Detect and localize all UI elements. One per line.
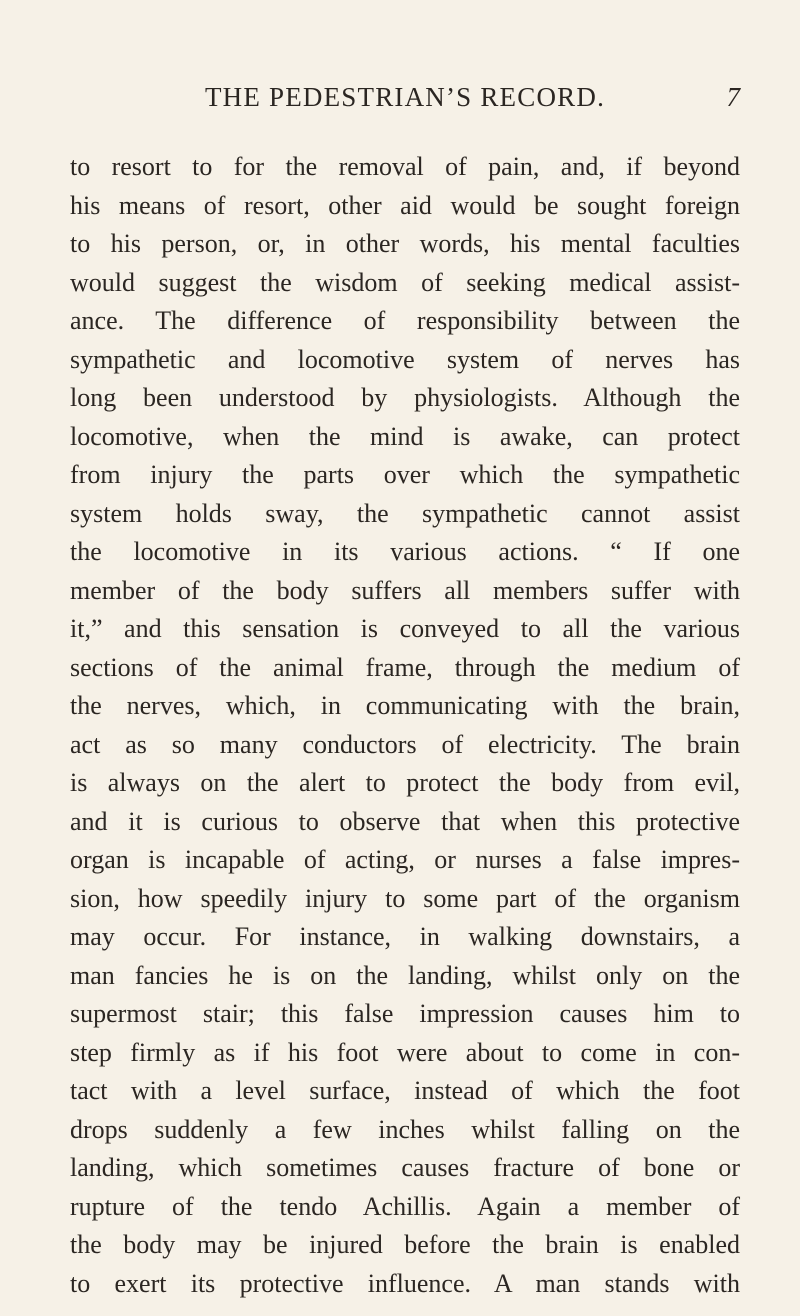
text-line: step firmly as if his foot were about to come in con-	[70, 1037, 740, 1067]
text-line: to resort to for the removal of pain, and, if beyond	[70, 152, 740, 181]
text-line: drops suddenly a few inches whilst falling on the	[70, 1114, 740, 1144]
text-line: supermost stair; this false impression causes him to	[70, 999, 740, 1028]
text-line: sections of the animal frame, through the medium of	[70, 652, 740, 682]
text-line: would suggest the wisdom of seeking medical assist-	[70, 267, 740, 297]
text-line: from injury the parts over which the sympathetic	[70, 460, 740, 489]
text-line: to exert its protective influence. A man stands with	[70, 1268, 740, 1298]
text-line: sion, how speedily injury to some part of the organism	[70, 883, 740, 913]
running-title: THE PEDESTRIAN’S RECORD.	[204, 82, 606, 112]
text-line: the nerves, which, in communicating with the brain,	[70, 691, 740, 720]
text-line: act as so many conductors of electricity. The brain	[70, 729, 740, 759]
text-line: tact with a level surface, instead of which the foot	[70, 1076, 740, 1105]
text-line: it,” and this sensation is conveyed to all the various	[70, 614, 740, 643]
page-number: 7	[726, 82, 740, 112]
text-line: sympathetic and locomotive system of nerves has	[70, 344, 740, 374]
text-line: rupture of the tendo Achillis. Again a member of	[70, 1191, 740, 1221]
text-line: member of the body suffers all members suffer with	[70, 575, 740, 605]
text-line: locomotive, when the mind is awake, can protect	[70, 421, 740, 451]
text-line: organ is incapable of acting, or nurses a false impres-	[70, 845, 740, 874]
text-line: landing, which sometimes causes fracture of bone or	[70, 1153, 740, 1182]
text-line: his means of resort, other aid would be sought foreign	[70, 190, 740, 220]
text-line: is always on the alert to protect the body from evil,	[70, 768, 740, 797]
text-line: may occur. For instance, in walking downstairs, a	[70, 922, 740, 951]
text-line: and it is curious to observe that when this protective	[70, 806, 740, 836]
body-text	[70, 148, 740, 1303]
text-line: the body may be injured before the brain is enabled	[70, 1230, 740, 1259]
running-head	[70, 82, 740, 122]
text-line: man fancies he is on the landing, whilst only on the	[70, 960, 740, 990]
text-line: the locomotive in its various actions. “ If one	[70, 537, 740, 566]
text-line: ance. The difference of responsibility between the	[70, 306, 740, 335]
text-line: system holds sway, the sympathetic cannot assist	[70, 498, 740, 528]
text-line: to his person, or, in other words, his mental faculties	[70, 229, 740, 258]
text-line: long been understood by physiologists. Although the	[70, 383, 740, 412]
